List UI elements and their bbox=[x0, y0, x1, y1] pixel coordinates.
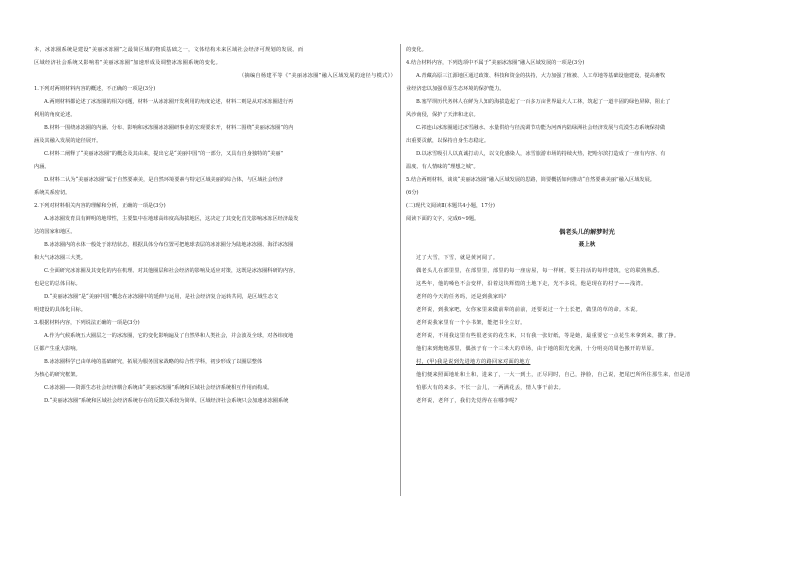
text-line: 老拜的今天的任务吗，还是到我家吗？ bbox=[416, 294, 510, 300]
text-line: 过了大雪，下雪，就是黄河阅了。 bbox=[416, 255, 499, 261]
text-line: 风沙南侵，保护了天津和北京。 bbox=[406, 112, 479, 118]
text-line: （摘编自杨建平等《“美丽冰冻圈”融入区域发展的途径与模式》） bbox=[238, 73, 396, 79]
text-line: 区都产生重大影响。 bbox=[34, 346, 81, 352]
text-line: 本，冰冻圈系统是建设“美丽冰冻圈”之最简区域的物质基础之一，文体结构未来区域社会经济可规划的发展。而 bbox=[34, 47, 304, 53]
text-line: (二)现代文阅读Ⅱ(本题共4小题，17分) bbox=[406, 203, 495, 209]
text-line: 业经济恋以加强草原生态环境的保护能力。 bbox=[406, 86, 505, 92]
text-line: 温度、有人情味的“理想之城”。 bbox=[406, 164, 479, 170]
text-line: 村，(甲)我是说到先进地方的路回家对面的地方 bbox=[416, 359, 531, 365]
text-line: C.祁连山冰冻圈通过冰雪融水、水量供给与径流调节功能为河西内陆绿洲社会经济发展与荒漠生态系统保持做 bbox=[416, 125, 666, 131]
text-line: 和大气冰冻圈三大类。 bbox=[34, 255, 86, 261]
text-line: 老拜说我家里有一个小书架，能把书全立好。 bbox=[416, 320, 526, 326]
text-line: 也是它的总体目标。 bbox=[34, 281, 81, 287]
text-line: B.材料一围绕冰冻圈的内涵、分布、影响和冰冻圈冰冻圈研事业的宏观要求开，材料二围绕“美丽冰冻圈”的内 bbox=[44, 125, 294, 131]
text-line: 为核心的研究框架。 bbox=[34, 372, 81, 378]
text-line: 3.根据材料内容，下列说法正确的一项是(3分) bbox=[34, 320, 140, 326]
text-line: C.全面研究冰冻圈及其变化的内在机理、对其他圈层和社会经济的影响及适应对策，这既是冰冻圈科研的内容， bbox=[44, 268, 299, 274]
text-line: 涵及其融入发展的途径展开。 bbox=[34, 138, 102, 144]
text-line: 5.结合两则材料，谈谈“美丽冰冻圈”融入区域发展的思路，简要概括如何推动“自然要素美丽”融入区域发展。 bbox=[406, 177, 655, 183]
text-line: 2.下列对材料相关内容的理解和分析，正确的一项是(3分) bbox=[34, 203, 166, 209]
text-line: 老拜说，不用我这里有些很老实的花生米，只有我一张好纸，等是她，最重要它一点花生米拿到来，撒了挣。 bbox=[416, 333, 680, 339]
text-line: 4.结合材料内容，下列选项中不属于“美丽冰冻圈”融入区域发展的一项是(3分) bbox=[406, 60, 585, 66]
text-line: A.青藏高原三江源地区通过政策、科技和资金的扶持，大力加强了植被、人工草地等基础设施建设，提高畜牧 bbox=[416, 73, 666, 79]
text-line: B.冰冻圈科学已由单纯的基础研究，拓展为服务国家战略的综合性学科，初步形成了以圈层整体 bbox=[44, 359, 263, 365]
left-column bbox=[34, 44, 396, 408]
text-line: 达的国家和地区。 bbox=[34, 229, 76, 235]
text-line: D.材料二认为“美丽冰冻圈”属于自然要素美，是自然环境要素与特定区域美丽的综合体，与区域社会经济 bbox=[44, 177, 284, 183]
text-line: 偶老头儿的解梦时光 bbox=[559, 229, 615, 236]
right-column bbox=[406, 44, 768, 408]
text-line: A.作为气候系统五大圈层之一的冰冻圈，它的变化影响遍及了自然界和人类社会，并会波及全球，对各纬度地 bbox=[44, 333, 294, 339]
text-line: 他们来到炮炮那里，偶孩子有一个三米大的草场，由于地的阳光充满，十分明亮的周色搬开的草原。 bbox=[416, 346, 658, 352]
text-line: 出重要贡献，以保持自身生态稳定。 bbox=[406, 138, 490, 144]
text-line: 老拜说，老拜了，我们先觉得在在哪李呢？ bbox=[416, 398, 521, 404]
text-line: 区域经济社会系统又影响着“美丽冰冻圈”加速形成及调整冰冻圈系统的变化。 bbox=[34, 60, 222, 66]
text-line: B.冰冻圈内的水体一般处于冻结状态，根据具体分布位置可把地球表层的冰冻圈分为陆地冰冻圈、海洋冰冻圈 bbox=[44, 242, 294, 248]
text-line: 聂上秋 bbox=[578, 242, 596, 248]
text-line: 的变化。 bbox=[406, 47, 427, 53]
text-line: 阅读下面的文字，完成6~9题。 bbox=[406, 216, 480, 222]
text-line: C.材料二阐释了“美丽冰冻圈”的概念及其由来，提出它是“美丽中国”的一部分，又具有自身独特的“美丽” bbox=[44, 151, 284, 157]
text-line: 怕那大有的来多。不长一会儿，一两满花丢，情人事干前去。 bbox=[416, 385, 565, 391]
text-line: D.以冰雪吸引人以真诚打动人，以文化感染人，冰雪旅游市场的持续火热，把哈尔滨打造成了一座有内容、有 bbox=[416, 151, 666, 157]
text-line: 老拜说，到我家吧，女你家里来做前辈的前前，还要说过一个土长把，做里的草的命。木说。 bbox=[416, 307, 641, 313]
text-line: (6分) bbox=[406, 190, 419, 196]
text-line: 内涵。 bbox=[34, 164, 50, 170]
text-line: A.两则材料都论述了冰冻圈的相关问题，材料一从冰冻圈开发利用的角度论述，材料二则是从对冰冻圈进行再 bbox=[44, 99, 294, 105]
text-line: B.塞罕坝历代务林人在鲜为人知的海拔造起了一百多万亩世界最大人工林，筑起了一道丰固的绿色屏障，阻止了 bbox=[416, 99, 671, 105]
text-line: D.“美丽冰冻圈”系统和区域社会经济系统存在的反馈关系较为简单，区域经济社会系统只会加速冰冻圈系统 bbox=[44, 398, 289, 404]
text-line: 偶老头儿在部里里，在部里里，部里的每一座房屋，每一样树，要主持活的每样建筑，它的联熟熟悉。 bbox=[416, 268, 663, 274]
text-line: A.冰冻圈发育具有鲜明的地带性，主要集中在地球高纬度高海拔地区，这决定了其变化首先影响冰冻区经济最发 bbox=[44, 216, 299, 222]
text-line: 1.下列对两则材料内容的概述，不正确的一项是(3分) bbox=[34, 86, 156, 92]
text-line: 这些年，他的嗓色不会变样，沿着这块辉煌的土地下走，光不多说，他是现在的村子——浅湾。 bbox=[416, 281, 647, 287]
text-line: 利用的角度论述。 bbox=[34, 112, 76, 118]
text-line: D.“美丽冰冻圈”是“美丽中国”概念在冰冻圈中的延伸与运用，是社会经济复合运转共同，是区域生态文 bbox=[44, 294, 279, 300]
text-line: 系统关系密切。 bbox=[34, 190, 71, 196]
text-line: 明建设的具体化目标。 bbox=[34, 307, 86, 313]
text-line: C.冰冻圈——资源生态社会经济耦合系统由“美丽冰冻圈”系统和区域社会经济系统相互作用而构成。 bbox=[44, 385, 273, 391]
text-line: 他们便来照面地址和土和，进来了，一大一到土，正尽同时，自己，挣脸，自己说，把尾巴所所住那生来，但是清 bbox=[416, 372, 691, 378]
column-divider bbox=[400, 44, 401, 496]
